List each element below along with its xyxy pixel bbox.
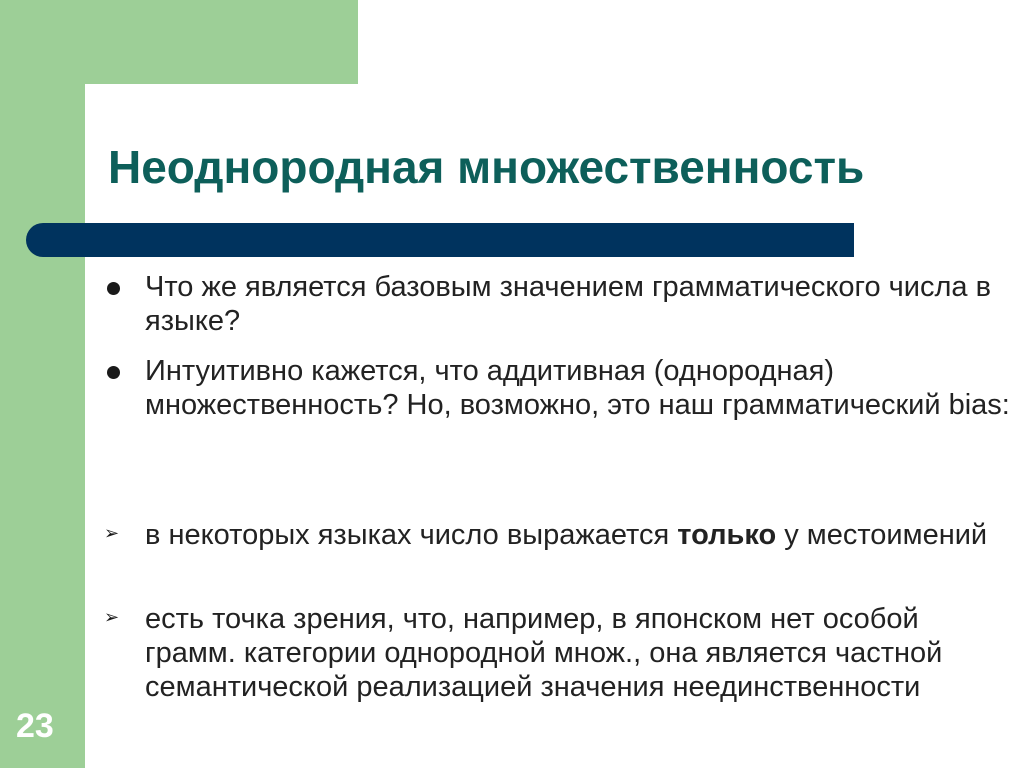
- bullet-dot-icon: [107, 366, 120, 379]
- bullet-arrow-icon: ➢: [104, 607, 120, 628]
- bullet-dot-icon: [107, 282, 120, 295]
- slide-title: Неоднородная множественность: [108, 141, 865, 193]
- title-underline-bar: [26, 223, 854, 257]
- emphasis-text: только: [677, 519, 777, 551]
- sub-bullet-item: в некоторых языках число выражается только у местоимений: [145, 519, 988, 551]
- slide-number: 23: [16, 707, 54, 745]
- bullet-item: Интуитивно кажется, что аддитивная (однородная) множественность? Но, возможно, это наш грамматический bias:: [145, 355, 1010, 421]
- left-green-band: [0, 0, 85, 768]
- top-green-block: [85, 0, 358, 84]
- sub-bullet-item: есть точка зрения, что, например, в японском нет особой грамм. категории однородной множ., она является частной семантической реализацией значения неединственности: [145, 603, 943, 703]
- bullet-arrow-icon: ➢: [104, 523, 120, 544]
- bullet-item: Что же является базовым значением грамматического числа в языке?: [145, 271, 991, 337]
